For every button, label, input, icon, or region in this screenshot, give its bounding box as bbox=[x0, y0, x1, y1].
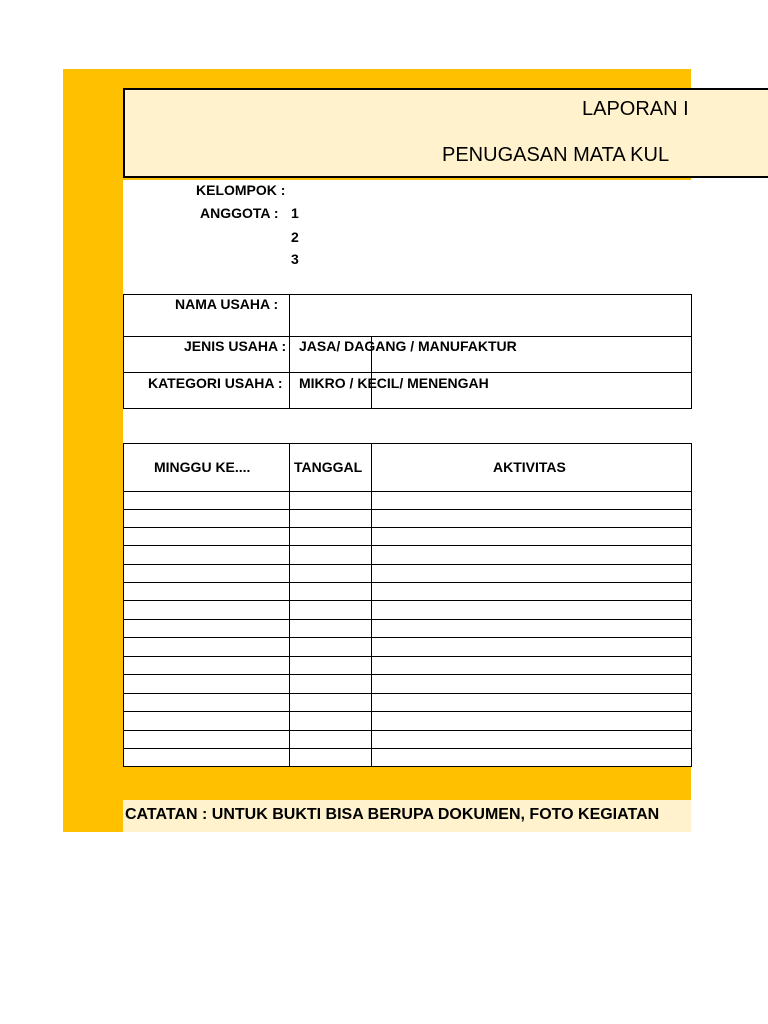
table-row-line bbox=[123, 491, 692, 492]
member-number-1: 1 bbox=[291, 205, 299, 221]
table-row-line bbox=[123, 509, 692, 510]
table-row-line bbox=[123, 693, 692, 694]
note-bar bbox=[123, 800, 691, 832]
table-row-line bbox=[123, 711, 692, 712]
table-row-line bbox=[123, 637, 692, 638]
table-row-line bbox=[123, 748, 692, 749]
member-number-3: 3 bbox=[291, 251, 299, 267]
report-title: LAPORAN I bbox=[582, 98, 689, 120]
kategori-usaha-value: MIKRO / KECIL/ MENENGAH bbox=[299, 375, 489, 391]
col-header-activity: AKTIVITAS bbox=[493, 459, 566, 475]
table-row-line bbox=[123, 730, 692, 731]
table-row-line bbox=[123, 619, 692, 620]
title-box bbox=[123, 88, 768, 178]
col-header-week: MINGGU KE.... bbox=[154, 459, 251, 475]
anggota-label: ANGGOTA : bbox=[200, 205, 279, 221]
table-row-line bbox=[123, 582, 692, 583]
nama-usaha-label: NAMA USAHA : bbox=[175, 296, 279, 312]
table-row-line bbox=[123, 656, 692, 657]
member-number-2: 2 bbox=[291, 229, 299, 245]
jenis-usaha-value: JASA/ DAGANG / MANUFAKTUR bbox=[299, 338, 517, 354]
table-row-line bbox=[123, 545, 692, 546]
footer-note: CATATAN : UNTUK BUKTI BISA BERUPA DOKUMEN, FOTO KEGIATAN bbox=[125, 806, 660, 823]
kelompok-label: KELOMPOK : bbox=[196, 182, 286, 198]
table-row-line bbox=[123, 600, 692, 601]
business-col-divider bbox=[289, 294, 290, 409]
business-row-divider bbox=[123, 336, 692, 337]
kategori-usaha-label: KATEGORI USAHA : bbox=[148, 375, 283, 391]
table-row-line bbox=[123, 674, 692, 675]
business-row-divider bbox=[123, 372, 692, 373]
col-header-date: TANGGAL bbox=[294, 459, 363, 475]
table-row-line bbox=[123, 564, 692, 565]
jenis-usaha-label: JENIS USAHA : bbox=[184, 338, 287, 354]
report-subtitle: PENUGASAN MATA KUL bbox=[442, 144, 670, 166]
table-row-line bbox=[123, 527, 692, 528]
